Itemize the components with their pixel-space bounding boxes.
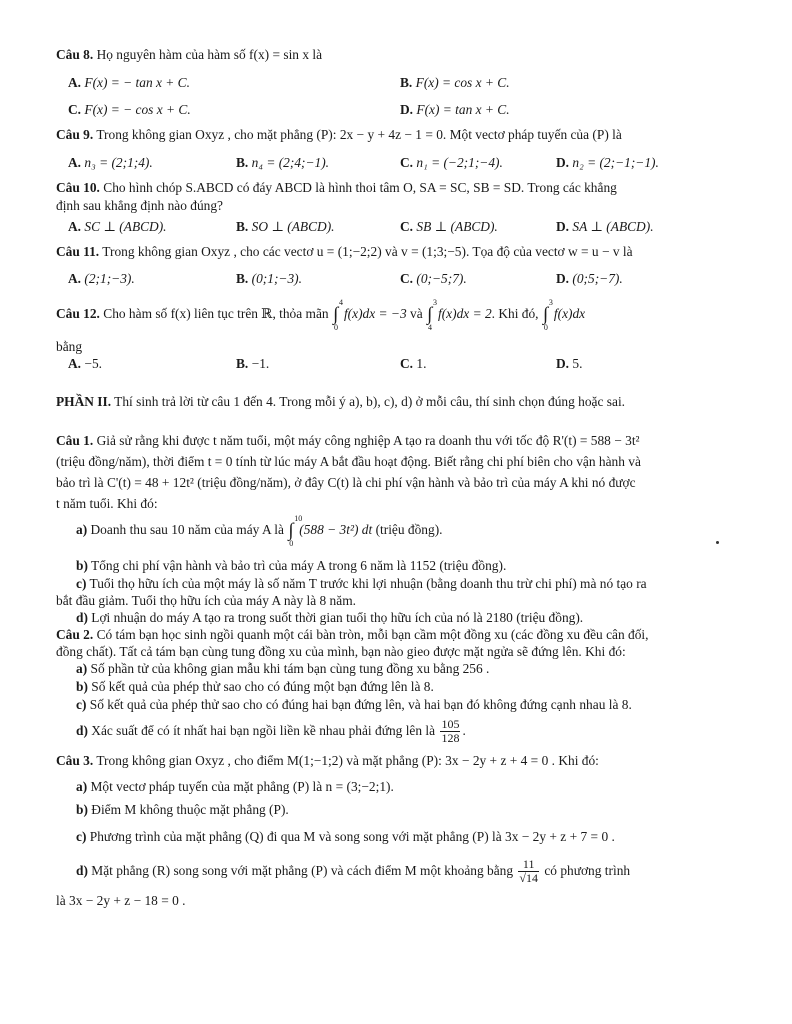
q8-option-d[interactable] [400, 101, 510, 119]
q9-b-label: B. [236, 155, 249, 170]
q10-option-d[interactable] [556, 218, 654, 236]
p2-d-label: d) [76, 723, 88, 738]
q12-a-value: −5. [84, 356, 102, 371]
p1-a-expr: (588 − 3t²) dt [299, 522, 373, 537]
q12-b-value: −1. [251, 356, 270, 371]
q8-stem-line [56, 46, 322, 64]
q11-d-label: D. [556, 271, 570, 286]
p3-b-text: Điểm M không thuộc mặt phẳng (P). [91, 802, 289, 817]
p3-label: Câu 3. [56, 753, 94, 768]
p3-a-label: a) [76, 779, 88, 794]
q10-option-c[interactable] [400, 218, 498, 236]
q12-option-a[interactable] [68, 355, 102, 373]
p3-statement-a[interactable] [76, 778, 394, 796]
p2-a-text: Số phần tử của không gian mẫu khi tám bạn cùng tung đồng xu bằng 256 . [90, 661, 490, 676]
p1-text-2: (triệu đồng/năm), thời điểm t = 0 tính từ lúc máy A bắt đầu hoạt động. Biết rằng chi phí biên cho vận hành và [56, 454, 641, 469]
p1-a-integral: ∫ 10 0 [288, 513, 303, 548]
q11-d-value: (0;5;−7). [572, 271, 623, 286]
p1-b-text: Tổng chi phí vận hành và bảo trì của máy A trong 6 năm là 1152 (triệu đồng). [91, 558, 507, 573]
p2-d-text: Xác suất để có ít nhất hai bạn ngồi liền kề nhau phải đứng lên là [91, 723, 436, 738]
q12-integral-3: ∫ 3 0 [542, 297, 553, 332]
q8-d-label: D. [400, 102, 414, 117]
q11-stem-line [56, 243, 633, 261]
q8-text: Họ nguyên hàm của hàm số f(x) = sin x là [96, 47, 323, 62]
p2-label: Câu 2. [56, 627, 94, 642]
q9-option-a[interactable] [68, 154, 153, 172]
p3-b-label: b) [76, 802, 88, 817]
q12-int1-upper: 4 [338, 297, 343, 307]
q10-a-value: SC ⊥ (ABCD). [84, 219, 167, 234]
q11-a-value: (2;1;−3). [84, 271, 135, 286]
p1-c-text-1: Tuổi thọ hữu ích của một máy là số năm T trước khi lợi nhuận (bằng doanh thu trừ chi phí) mà nó tạo ra [89, 576, 647, 591]
q10-d-label: D. [556, 219, 570, 234]
q11-label: Câu 11. [56, 244, 100, 259]
q8-option-c[interactable] [68, 101, 191, 119]
q12-int1-lower: 0 [333, 322, 338, 332]
q8-option-b[interactable] [400, 74, 510, 92]
q10-label: Câu 10. [56, 180, 100, 195]
p1-text-3: bảo trì là C'(t) = 48 + 12t² (triệu đồng/năm), ở đây C(t) là chi phí vận hành và bảo trì của máy A khi nó được [56, 475, 636, 490]
q9-a-label: A. [68, 155, 82, 170]
p2-statement-d[interactable] [76, 716, 466, 746]
q9-label: Câu 9. [56, 127, 94, 142]
q11-c-label: C. [400, 271, 414, 286]
q11-a-label: A. [68, 271, 82, 286]
q10-a-label: A. [68, 219, 82, 234]
p3-d-text: Mặt phẳng (R) song song với mặt phẳng (P) và cách điểm M một khoảng bằng [91, 863, 514, 878]
p1-statement-d[interactable] [76, 609, 583, 627]
q8-c-label: C. [68, 102, 82, 117]
p3-line-1 [56, 752, 599, 770]
p2-d-numerator: 105 [441, 717, 460, 732]
q11-option-d[interactable] [556, 270, 623, 288]
q10-option-a[interactable] [68, 218, 167, 236]
p1-a-unit: (triệu đồng). [375, 522, 443, 537]
part2-instructions: Thí sinh trả lời từ câu 1 đến 4. Trong mỗi ý a), b), c), d) ở mỗi câu, thí sinh chọn đúng hoặc sai. [114, 394, 626, 409]
p1-d-text: Lợi nhuận do máy A tạo ra trong suốt thời gian tuổi thọ hữu ích của nó là 2180 (triệu đồng). [91, 610, 584, 625]
q8-c-value: F(x) = − cos x + C. [84, 102, 191, 117]
q10-d-value: SA ⊥ (ABCD). [572, 219, 654, 234]
stray-dot [716, 541, 719, 544]
q10-stem-line [56, 179, 617, 197]
p1-a-label: a) [76, 522, 88, 537]
p3-d-numerator: 11 [518, 858, 539, 872]
p1-label: Câu 1. [56, 433, 94, 448]
q11-c-value: (0;−5;7). [416, 271, 467, 286]
q9-c-label: C. [400, 155, 414, 170]
q9-stem-line [56, 126, 622, 144]
q9-c-value: n₁ = (−2;1;−4). [416, 155, 503, 170]
q12-expr-3: f(x)dx [553, 306, 586, 321]
q10-b-value: SO ⊥ (ABCD). [251, 219, 335, 234]
q12-int3-upper: 3 [548, 297, 553, 307]
q8-d-value: F(x) = tan x + C. [416, 102, 510, 117]
p1-line-1 [56, 432, 640, 450]
p2-d-fraction [440, 718, 460, 745]
p3-statement-c[interactable] [76, 828, 615, 846]
q11-option-c[interactable] [400, 270, 467, 288]
p1-c-label: c) [76, 576, 87, 591]
q8-a-label: A. [68, 75, 82, 90]
q12-int2-upper: 3 [433, 297, 437, 307]
p3-d-text-2: là 3x − 2y + z − 18 = 0 . [56, 893, 186, 908]
q9-option-d[interactable] [556, 154, 659, 172]
p3-d-fraction [518, 858, 539, 885]
p2-c-text: Số kết quả của phép thử sao cho có đúng hai bạn đứng lên, và hai bạn đó không đứng cạnh nhau là 8. [89, 697, 632, 712]
q10-c-label: C. [400, 219, 414, 234]
p1-a-text: Doanh thu sau 10 năm của máy A là [90, 522, 284, 537]
q12-integral-1: ∫ 4 0 [332, 297, 343, 332]
p1-a-upper: 10 [294, 513, 303, 523]
q12-d-value: 5. [572, 356, 583, 371]
q8-label: Câu 8. [56, 47, 94, 62]
part2-heading: PHẦN II. [56, 394, 112, 409]
q10-text-1: Cho hình chóp S.ABCD có đáy ABCD là hình thoi tâm O, SA = SC, SB = SD. Trong các khẳng [103, 180, 617, 195]
p2-d-end: . [462, 723, 466, 738]
p1-a-lower: 0 [289, 538, 294, 548]
q12-text-1: Cho hàm số f(x) liên tục trên ℝ, thỏa mãn [103, 306, 329, 321]
q9-option-b[interactable] [236, 154, 329, 172]
q9-a-value: n₃ = (2;1;4). [84, 155, 153, 170]
p2-b-text: Số kết quả của phép thử sao cho có đúng một bạn đứng lên là 8. [91, 679, 434, 694]
q12-c-value: 1. [416, 356, 427, 371]
p1-b-label: b) [76, 558, 88, 573]
q12-option-c[interactable] [400, 355, 426, 373]
q8-option-a[interactable] [68, 74, 190, 92]
p1-statement-b[interactable] [76, 557, 506, 575]
p3-a-text: Một vectơ pháp tuyến của mặt phẳng (P) là n = (3;−2;1). [90, 779, 394, 794]
p3-d-denominator: √14 [519, 871, 538, 886]
p3-statement-d[interactable] [76, 856, 630, 886]
q9-d-label: D. [556, 155, 570, 170]
q12-option-b[interactable] [236, 355, 269, 373]
q11-b-label: B. [236, 271, 249, 286]
q12-stem-line [56, 297, 586, 332]
q12-int3-lower: 0 [543, 322, 548, 332]
p3-c-label: c) [76, 829, 87, 844]
q12-expr-2: f(x)dx = 2 [438, 306, 492, 321]
p2-c-label: c) [76, 697, 87, 712]
q9-text: Trong không gian Oxyz , cho mặt phẳng (P): 2x − y + 4z − 1 = 0. Một vectơ pháp tuyến của (P) là [96, 127, 622, 142]
q8-b-label: B. [400, 75, 413, 90]
p2-statement-c[interactable] [76, 696, 632, 714]
q11-option-b[interactable] [236, 270, 302, 288]
p2-text-2: đồng chất). Tất cả tám bạn cùng tung đồng xu của mình, bạn nào gieo được mặt ngửa sẽ đứng lên. Khi đó: [56, 644, 626, 659]
p1-c-text-2: bắt đầu giảm. Tuổi thọ hữu ích của máy A này là 8 năm. [56, 593, 356, 608]
q12-text-3: bằng [56, 339, 83, 354]
q10-text-2: định sau khẳng định nào đúng? [56, 198, 223, 213]
q12-label: Câu 12. [56, 306, 100, 321]
part2-heading-line [56, 393, 625, 411]
q10-option-b[interactable] [236, 218, 335, 236]
q11-text: Trong không gian Oxyz , cho các vectơ u = (1;−2;2) và v = (1;3;−5). Tọa độ của vectơ w = u − v là [102, 244, 633, 259]
q12-option-d[interactable] [556, 355, 582, 373]
q10-c-value: SB ⊥ (ABCD). [416, 219, 498, 234]
q12-integral-2: ∫ 3 4 [427, 297, 437, 332]
p3-text-1: Trong không gian Oxyz , cho điểm M(1;−1;2) và mặt phẳng (P): 3x − 2y + z + 4 = 0 . Khi đó: [96, 753, 599, 768]
p1-statement-c[interactable] [76, 575, 647, 593]
q11-b-value: (0;1;−3). [251, 271, 302, 286]
p3-d-end: có phương trình [544, 863, 631, 878]
q8-a-value: F(x) = − tan x + C. [84, 75, 190, 90]
p1-text-1: Giả sử rằng khi được t năm tuổi, một máy công nghiệp A tạo ra doanh thu với tốc độ R'(t) = 588 − 3t² [96, 433, 640, 448]
q9-b-value: n₄ = (2;4;−1). [251, 155, 330, 170]
p3-c-text: Phương trình của mặt phẳng (Q) đi qua M và song song với mặt phẳng (P) là 3x − 2y + z + 7 = 0 . [89, 829, 615, 844]
q12-a-label: A. [68, 356, 82, 371]
p3-d-label: d) [76, 863, 88, 878]
q12-d-label: D. [556, 356, 570, 371]
q12-b-label: B. [236, 356, 249, 371]
p1-statement-a[interactable] [76, 513, 443, 548]
q12-and: và [410, 306, 423, 321]
q12-text-2: . Khi đó, [491, 306, 539, 321]
q10-b-label: B. [236, 219, 249, 234]
p2-statement-a[interactable] [76, 660, 489, 678]
q12-int2-lower: 4 [428, 322, 432, 332]
p2-text-1: Có tám bạn học sinh ngồi quanh một cái bàn tròn, mỗi bạn cầm một đồng xu (các đồng xu đều cân đối, [96, 627, 649, 642]
q9-option-c[interactable] [400, 154, 503, 172]
q8-b-value: F(x) = cos x + C. [415, 75, 510, 90]
p2-statement-b[interactable] [76, 678, 434, 696]
q12-expr-1: f(x)dx = −3 [343, 306, 407, 321]
q9-d-value: n₂ = (2;−1;−1). [572, 155, 659, 170]
p2-d-denominator: 128 [441, 731, 460, 746]
p2-line-1 [56, 626, 648, 644]
p1-d-label: d) [76, 610, 88, 625]
q12-c-label: C. [400, 356, 414, 371]
p2-a-label: a) [76, 661, 88, 676]
p3-statement-b[interactable] [76, 801, 289, 819]
p2-b-label: b) [76, 679, 88, 694]
p1-text-4: t năm tuổi. Khi đó: [56, 496, 158, 511]
q11-option-a[interactable] [68, 270, 135, 288]
